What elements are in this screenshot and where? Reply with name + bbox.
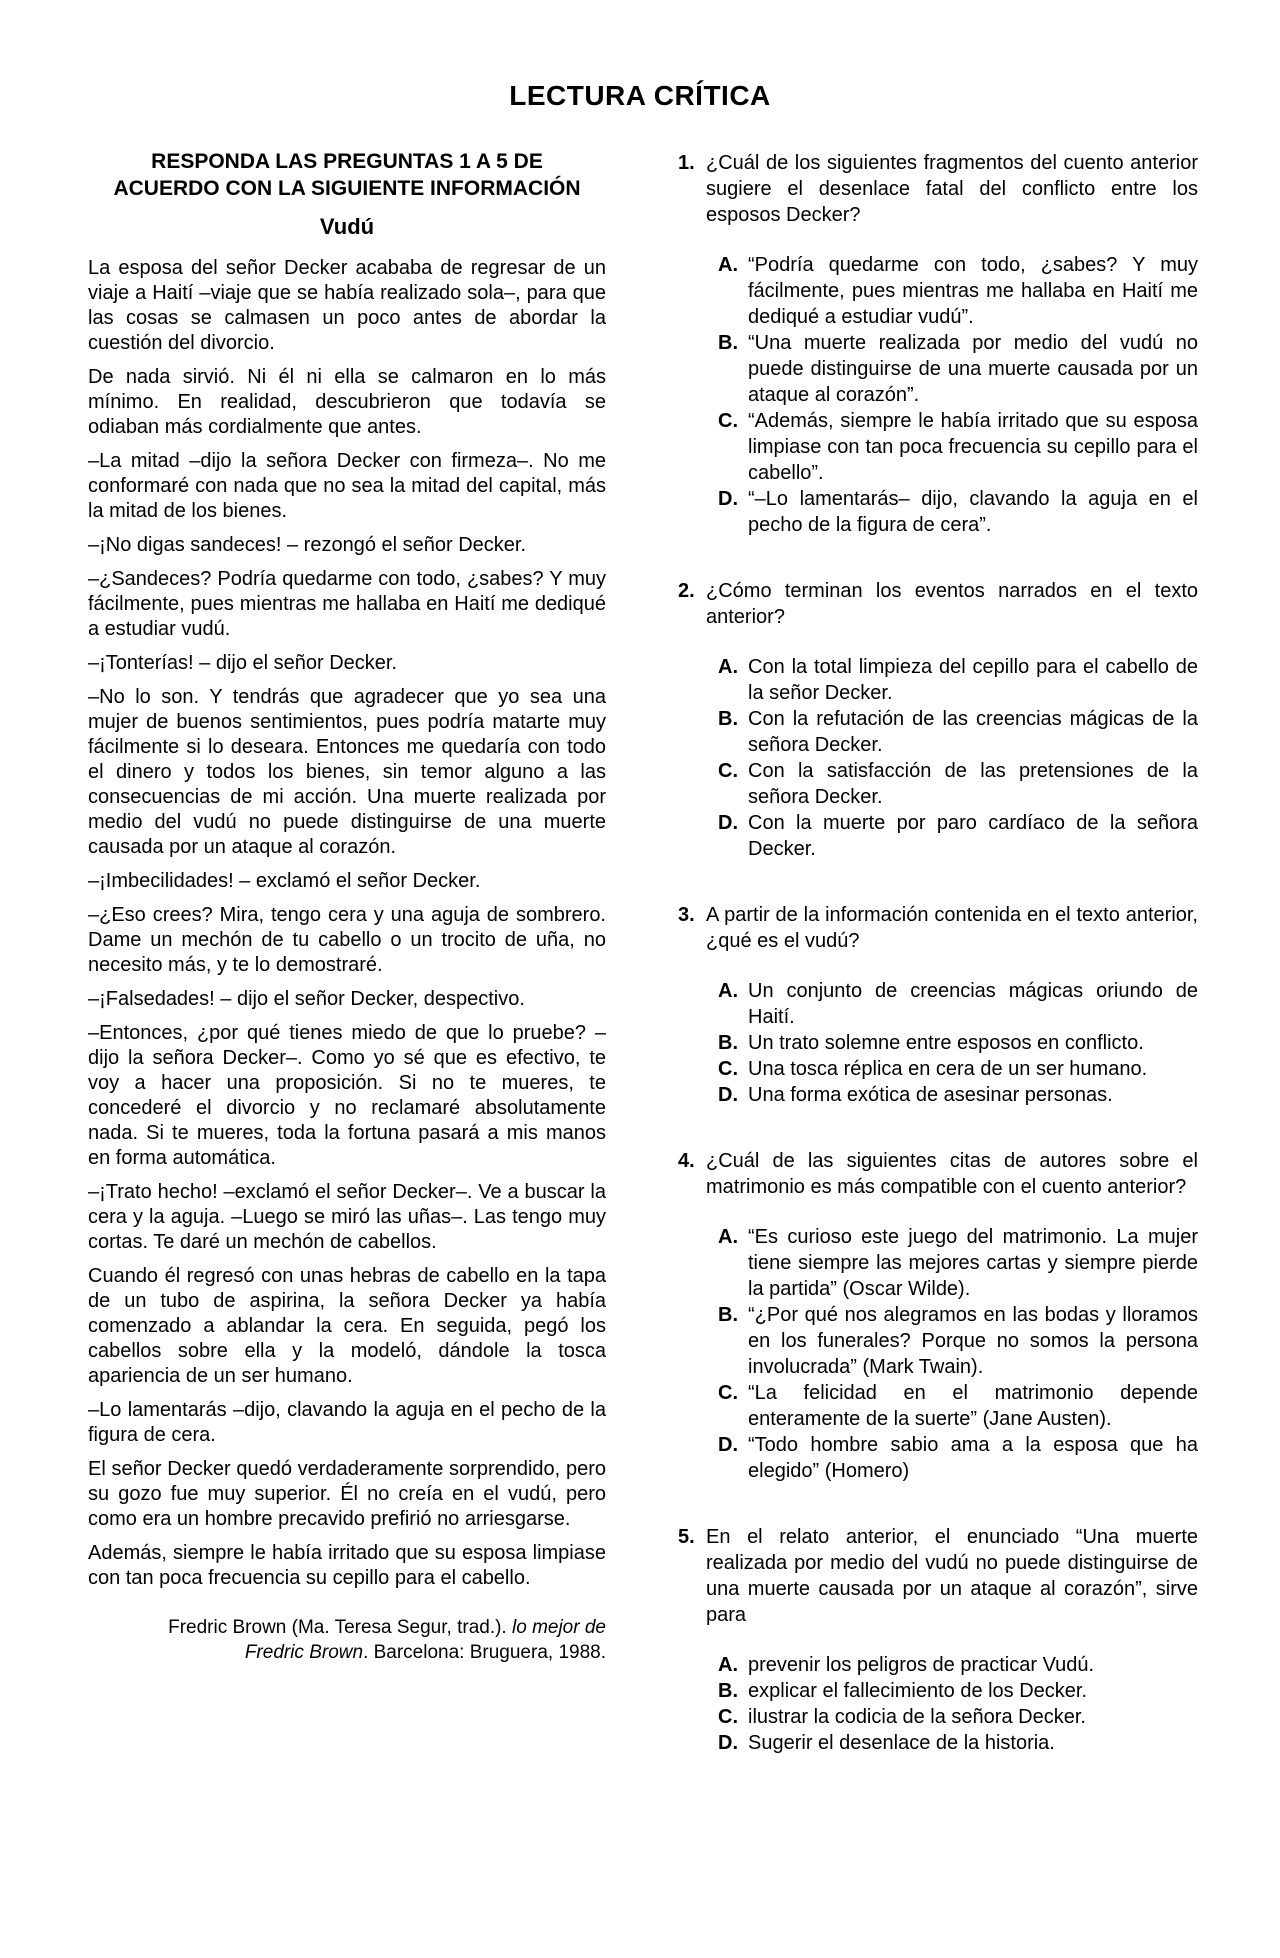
question-number: 4. (678, 1150, 695, 1172)
option-letter: D. (718, 1434, 738, 1456)
story-paragraph: –Lo lamentarás –dijo, clavando la aguja en el pecho de la figura de cera. (88, 1399, 606, 1446)
option-letter: A. (718, 980, 738, 1002)
option-text: “Todo hombre sabio ama a la esposa que ha elegido” (Homero) (748, 1434, 1198, 1482)
question-text: ¿Cómo terminan los eventos narrados en el texto anterior? (706, 580, 1198, 628)
story-title: Vudú (319, 214, 375, 239)
option-4a (718, 1224, 1198, 1302)
story-paragraph: Además, siempre le había irritado que su esposa limpiase con tan poca frecuencia su cepillo para el cabello. (88, 1542, 606, 1589)
option-text: “Una muerte realizada por medio del vudú no puede distinguirse de una muerte causada por un ataque al corazón”. (748, 332, 1198, 406)
option-text: prevenir los peligros de practicar Vudú. (748, 1654, 1095, 1676)
option-letter: B. (718, 708, 738, 730)
question-2 (678, 578, 1198, 862)
option-1a (718, 252, 1198, 330)
option-text: “–Lo lamentarás– dijo, clavando la aguja en el pecho de la figura de cera”. (748, 488, 1198, 536)
question-head (678, 902, 1198, 954)
options-list (678, 1652, 1198, 1756)
question-number: 3. (678, 904, 695, 926)
options-list (678, 654, 1198, 862)
options-list (678, 1224, 1198, 1484)
story-paragraph: La esposa del señor Decker acababa de regresar de un viaje a Haití –viaje que se había realizado sola–, para que las cosas se calmasen un poco antes de abordar la cuestión del divorcio. (88, 257, 606, 354)
citation-book-title: lo mejor de Fredric Brown (244, 1617, 606, 1663)
option-4d (718, 1432, 1198, 1484)
option-text: explicar el fallecimiento de los Decker. (748, 1680, 1088, 1702)
question-head (678, 150, 1198, 228)
questions-column (678, 150, 1198, 1796)
option-2a (718, 654, 1198, 706)
options-list (678, 252, 1198, 538)
option-letter: B. (718, 332, 738, 354)
story-paragraph: –Entonces, ¿por qué tienes miedo de que lo pruebe? –dijo la señora Decker–. Como yo sé que es efectivo, te voy a hacer una proposición. Si no te mueres, te concederé el divorcio y no reclamaré absolutamente nada. Si te mueres, toda la fortuna pasará a mis manos en forma automática. (88, 1022, 606, 1169)
option-1c (718, 408, 1198, 486)
question-head (678, 578, 1198, 630)
option-text: Un trato solemne entre esposos en conflicto. (748, 1032, 1144, 1054)
question-number: 1. (678, 152, 695, 174)
story-paragraph: –¿Eso crees? Mira, tengo cera y una aguja de sombrero. Dame un mechón de tu cabello o un trocito de uña, no necesito más, y te lo demostraré. (88, 904, 606, 976)
instructions-line-1: RESPONDA LAS PREGUNTAS 1 A 5 DE (151, 150, 543, 173)
option-text: Un conjunto de creencias mágicas oriundo de Haití. (748, 980, 1198, 1028)
question-text: ¿Cuál de los siguientes fragmentos del cuento anterior sugiere el desenlace fatal del conflicto entre los esposos Decker? (706, 152, 1198, 226)
option-letter: D. (718, 1084, 738, 1106)
option-text: “Es curioso este juego del matrimonio. La mujer tiene siempre las mejores cartas y siempre pierde la partida” (Oscar Wilde). (748, 1226, 1198, 1300)
option-text: ilustrar la codicia de la señora Decker. (748, 1706, 1086, 1728)
option-letter: C. (718, 760, 738, 782)
option-text: Con la satisfacción de las pretensiones de la señora Decker. (748, 760, 1198, 808)
option-letter: A. (718, 656, 738, 678)
question-head (678, 1524, 1198, 1628)
question-number: 2. (678, 580, 695, 602)
options-list (678, 978, 1198, 1108)
option-text: “Podría quedarme con todo, ¿sabes? Y muy fácilmente, pues mientras me hallaba en Haití me dediqué a estudiar vudú”. (748, 254, 1198, 328)
option-4c (718, 1380, 1198, 1432)
option-letter: B. (718, 1032, 738, 1054)
option-5d (718, 1730, 1198, 1756)
story-paragraph: –¿Sandeces? Podría quedarme con todo, ¿sabes? Y muy fácilmente, pues mientras me hallaba en Haití me dediqué a estudiar vudú. (88, 568, 606, 640)
option-3d (718, 1082, 1198, 1108)
question-head (678, 1148, 1198, 1200)
option-text: Una tosca réplica en cera de un ser humano. (748, 1058, 1148, 1080)
option-1d (718, 486, 1198, 538)
option-5b (718, 1678, 1198, 1704)
question-1 (678, 150, 1198, 538)
option-letter: D. (718, 1732, 738, 1754)
option-3a (718, 978, 1198, 1030)
option-5c (718, 1704, 1198, 1730)
option-5a (718, 1652, 1198, 1678)
story-paragraph: –¡Trato hecho! –exclamó el señor Decker–. Ve a buscar la cera y la aguja. –Luego se miró las uñas–. Las tengo muy cortas. Te daré un mechón de cabellos. (88, 1181, 606, 1253)
question-5 (678, 1524, 1198, 1756)
page-title: LECTURA CRÍTICA (509, 80, 771, 111)
option-letter: A. (718, 254, 738, 276)
option-3c (718, 1056, 1198, 1082)
option-2b (718, 706, 1198, 758)
option-4b (718, 1302, 1198, 1380)
story-paragraph: –La mitad –dijo la señora Decker con firmeza–. No me conformaré con nada que no sea la mitad del capital, más la mitad de los bienes. (88, 450, 606, 522)
option-2c (718, 758, 1198, 810)
option-letter: B. (718, 1680, 738, 1702)
story-paragraph: –¡No digas sandeces! – rezongó el señor Decker. (88, 534, 527, 556)
story-paragraph: –No lo son. Y tendrás que agradecer que yo sea una mujer de buenos sentimientos, pues podría matarte muy fácilmente si lo deseara. Entonces me quedaría con todo el dinero y todos los bienes, sin temor alguno a las consecuencias de mi acción. Una muerte realizada por medio del vudú no puede distinguirse de una muerte causada por un ataque al corazón. (88, 686, 606, 858)
option-1b (718, 330, 1198, 408)
question-3 (678, 902, 1198, 1108)
source-citation (88, 1615, 606, 1665)
option-text: “Además, siempre le había irritado que su esposa limpiase con tan poca frecuencia su cepillo para el cabello”. (748, 410, 1198, 484)
story-paragraph: –¡Imbecilidades! – exclamó el señor Decker. (88, 870, 481, 892)
story-paragraph: Cuando él regresó con unas hebras de cabello en la tapa de un tubo de aspirina, la señora Decker ya había comenzado a ablandar la cera. En seguida, pegó los cabellos sobre ella y la modeló, dándole la tosca apariencia de un ser humano. (88, 1265, 606, 1387)
option-letter: D. (718, 488, 738, 510)
reading-passage-column (88, 148, 606, 1665)
instructions-line-2: ACUERDO CON LA SIGUIENTE INFORMACIÓN (113, 177, 581, 200)
option-text: “La felicidad en el matrimonio depende enteramente de la suerte” (Jane Austen). (748, 1382, 1198, 1430)
option-text: Con la refutación de las creencias mágicas de la señora Decker. (748, 708, 1198, 756)
instructions-heading (88, 148, 606, 202)
option-text: Con la total limpieza del cepillo para el cabello de la señor Decker. (748, 656, 1198, 704)
option-text: Con la muerte por paro cardíaco de la señora Decker. (748, 812, 1198, 860)
option-text: Una forma exótica de asesinar personas. (748, 1084, 1113, 1106)
question-number: 5. (678, 1526, 695, 1548)
citation-author: Fredric Brown (Ma. Teresa Segur, trad.). (168, 1617, 512, 1638)
option-letter: C. (718, 1706, 738, 1728)
question-text: En el relato anterior, el enunciado “Una muerte realizada por medio del vudú no puede distinguirse de una muerte causada por un ataque al corazón”, sirve para (706, 1526, 1198, 1626)
question-text: A partir de la información contenida en el texto anterior, ¿qué es el vudú? (706, 904, 1198, 952)
option-letter: A. (718, 1226, 738, 1248)
citation-publisher: . Barcelona: Bruguera, 1988. (363, 1642, 606, 1663)
option-letter: B. (718, 1304, 738, 1326)
option-letter: C. (718, 1058, 738, 1080)
story-paragraph: De nada sirvió. Ni él ni ella se calmaron en lo más mínimo. En realidad, descubrieron que todavía se odiaban más cordialmente que antes. (88, 366, 606, 438)
option-text: “¿Por qué nos alegramos en las bodas y lloramos en los funerales? Porque no somos la persona involucrada” (Mark Twain). (748, 1304, 1198, 1378)
story-paragraph: –¡Falsedades! – dijo el señor Decker, despectivo. (88, 988, 525, 1010)
option-letter: C. (718, 410, 738, 432)
option-letter: A. (718, 1654, 738, 1676)
option-2d (718, 810, 1198, 862)
question-text: ¿Cuál de las siguientes citas de autores sobre el matrimonio es más compatible con el cuento anterior? (706, 1150, 1198, 1198)
option-text: Sugerir el desenlace de la historia. (748, 1732, 1055, 1754)
story-paragraph: El señor Decker quedó verdaderamente sorprendido, pero su gozo fue muy superior. Él no creía en el vudú, pero como era un hombre precavido prefirió no arriesgarse. (88, 1458, 606, 1530)
option-letter: D. (718, 812, 738, 834)
option-3b (718, 1030, 1198, 1056)
option-letter: C. (718, 1382, 738, 1404)
question-4 (678, 1148, 1198, 1484)
story-paragraph: –¡Tonterías! – dijo el señor Decker. (88, 652, 398, 674)
